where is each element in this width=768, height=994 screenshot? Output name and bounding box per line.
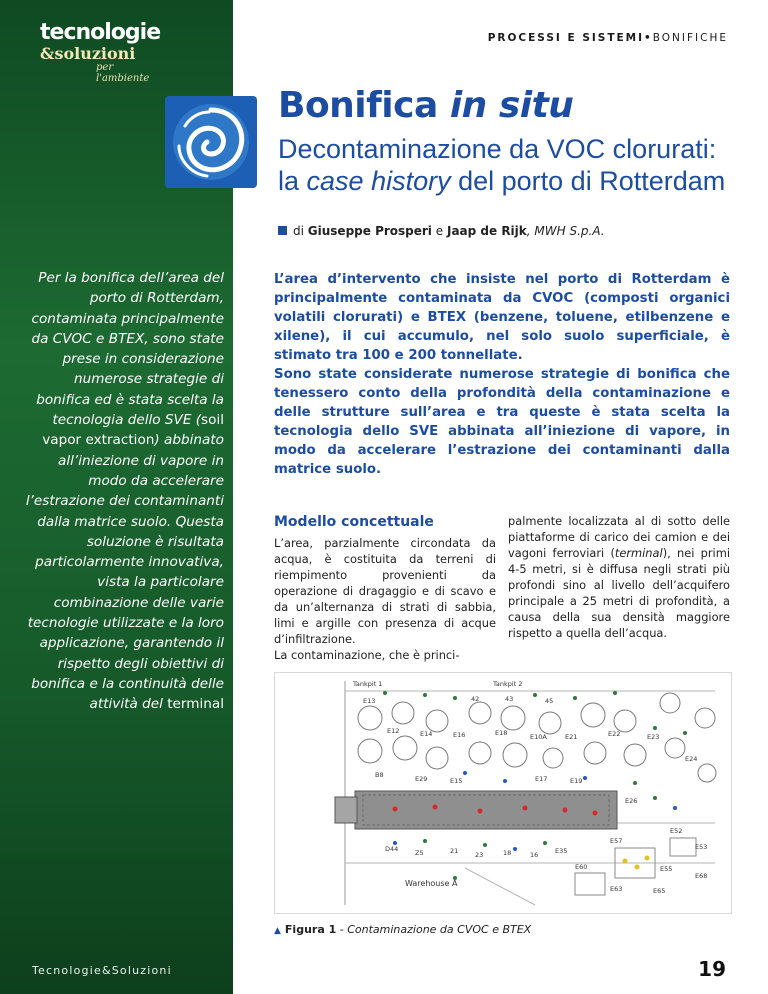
logo-line3: per l'ambiente — [96, 62, 150, 84]
map-number: E63 — [610, 885, 623, 893]
swirl-icon — [165, 96, 257, 188]
article-title: Bonifica in situ — [278, 85, 574, 126]
map-number: E13 — [363, 697, 376, 705]
byline: di Giuseppe Prosperi e Jaap de Rijk, MWH S.p.A. — [278, 224, 605, 238]
caption-triangle-icon: ▲ — [274, 926, 281, 936]
map-label-tankpit1: Tankpit 1 — [353, 680, 383, 688]
map-number: E60 — [575, 863, 588, 871]
map-label-warehouse: Warehouse A — [405, 879, 458, 888]
map-number: E12 — [387, 727, 400, 735]
logo-line2: &soluzioni — [40, 44, 136, 63]
body-column-1: Modello concettuale L’area, parzialmente circondata da acqua, è costituita da terreni di riempimento provenienti da operazione di dragaggio e di scavo e da un’alternanza di strati di sabbia, limi e argille con presenza di acque d’infiltrazione. La contaminazione, che è princi- — [274, 514, 496, 662]
body-column-2: palmente localizzata al di sotto delle piattaforme di carico dei camion e dei vagoni ferroviari (terminal), nei primi 4-5 metri, si è diffusa negli strati più profondi sino al livello dell’acquifero principale a 25 metri di profondità, a causa della sua densità maggiore rispetto a quella dell’acqua. — [508, 514, 730, 640]
map-number: 16 — [530, 851, 539, 859]
byline-square-icon — [278, 226, 287, 235]
section-label: PROCESSI E SISTEMI•BONIFICHE — [487, 32, 728, 44]
map-number: E53 — [695, 843, 708, 851]
map-number: D44 — [385, 845, 399, 853]
map-label-tankpit2: Tankpit 2 — [493, 680, 523, 688]
logo-line1: tecnologie — [40, 20, 161, 45]
map-number: E21 — [565, 733, 578, 741]
map-number: E23 — [647, 733, 660, 741]
map-number: E16 — [453, 731, 466, 739]
map-number: E14 — [420, 730, 433, 738]
article-subtitle: Decontaminazione da VOC clorurati: la case history del porto di Rotterdam — [278, 134, 726, 196]
map-number: E57 — [610, 837, 623, 845]
magazine-logo — [34, 12, 161, 84]
map-number: E17 — [535, 775, 548, 783]
footer-brand: Tecnologie&Soluzioni — [32, 964, 172, 977]
map-number: B8 — [375, 771, 384, 779]
map-number: 45 — [545, 697, 554, 705]
map-number: 18 — [503, 849, 512, 857]
map-number: E18 — [495, 729, 508, 737]
map-number: E10A — [530, 733, 547, 741]
map-number: E15 — [450, 777, 463, 785]
map-number: E24 — [685, 755, 698, 763]
lead-paragraph: L’area d’intervento che insiste nel porto di Rotterdam è principalmente contaminata da CVOC (composti organici volatili clorurati) e BTEX (benzene, toluene, etilbenzene e xilene), il cui accumulo, nel solo suolo superficiale, è stimato tra 100 e 200 tonnellate. Sono state considerate numerose strategie di bonifica che tenessero conto della profondità della contaminazione e delle strutture sull’area e tra queste è stata scelta la tecnologia dello SVE abbinata all’iniezione di vapore, in modo da accelerare l’estrazione dei contaminanti dalla matrice suolo. — [274, 272, 730, 477]
site-map-figure — [274, 672, 732, 914]
sidebar-quote: Per la bonifica dell’area del porto di Rotterdam, contaminata principalmente da CVOC e BTEX, sono state prese in considerazione numerose strategie di bonifica ed è stata scelta la tecnologia dello SVE (soil vapor extraction) abbinato all’iniezione di vapore in modo da accelerare l’estrazione dei contaminanti dalla matrice suolo. Questa soluzione è risultata particolarmente innovativa, vista la particolare combinazione delle varie tecnologie utilizzate e la loro applicazione, garantendo il rispetto degli obiettivi di bonifica e la continuità delle attività del terminal — [25, 270, 224, 713]
map-number: Z5 — [415, 849, 424, 857]
map-number: E29 — [415, 775, 428, 783]
page-number: 19 — [698, 957, 726, 981]
map-number: 42 — [471, 695, 480, 703]
map-number: E68 — [695, 872, 708, 880]
map-number: E19 — [570, 777, 583, 785]
map-number: 21 — [450, 847, 459, 855]
map-number: E35 — [555, 847, 568, 855]
map-number: E52 — [670, 827, 683, 835]
map-number: E65 — [653, 887, 666, 895]
figure-caption: ▲ Figura 1 - Contaminazione da CVOC e BTEX — [274, 923, 532, 936]
map-number: 43 — [505, 695, 514, 703]
map-number: 23 — [475, 851, 484, 859]
map-number: E22 — [608, 730, 621, 738]
map-number: E55 — [660, 865, 673, 873]
section-heading: Modello concettuale — [274, 514, 434, 530]
map-number: E26 — [625, 797, 638, 805]
